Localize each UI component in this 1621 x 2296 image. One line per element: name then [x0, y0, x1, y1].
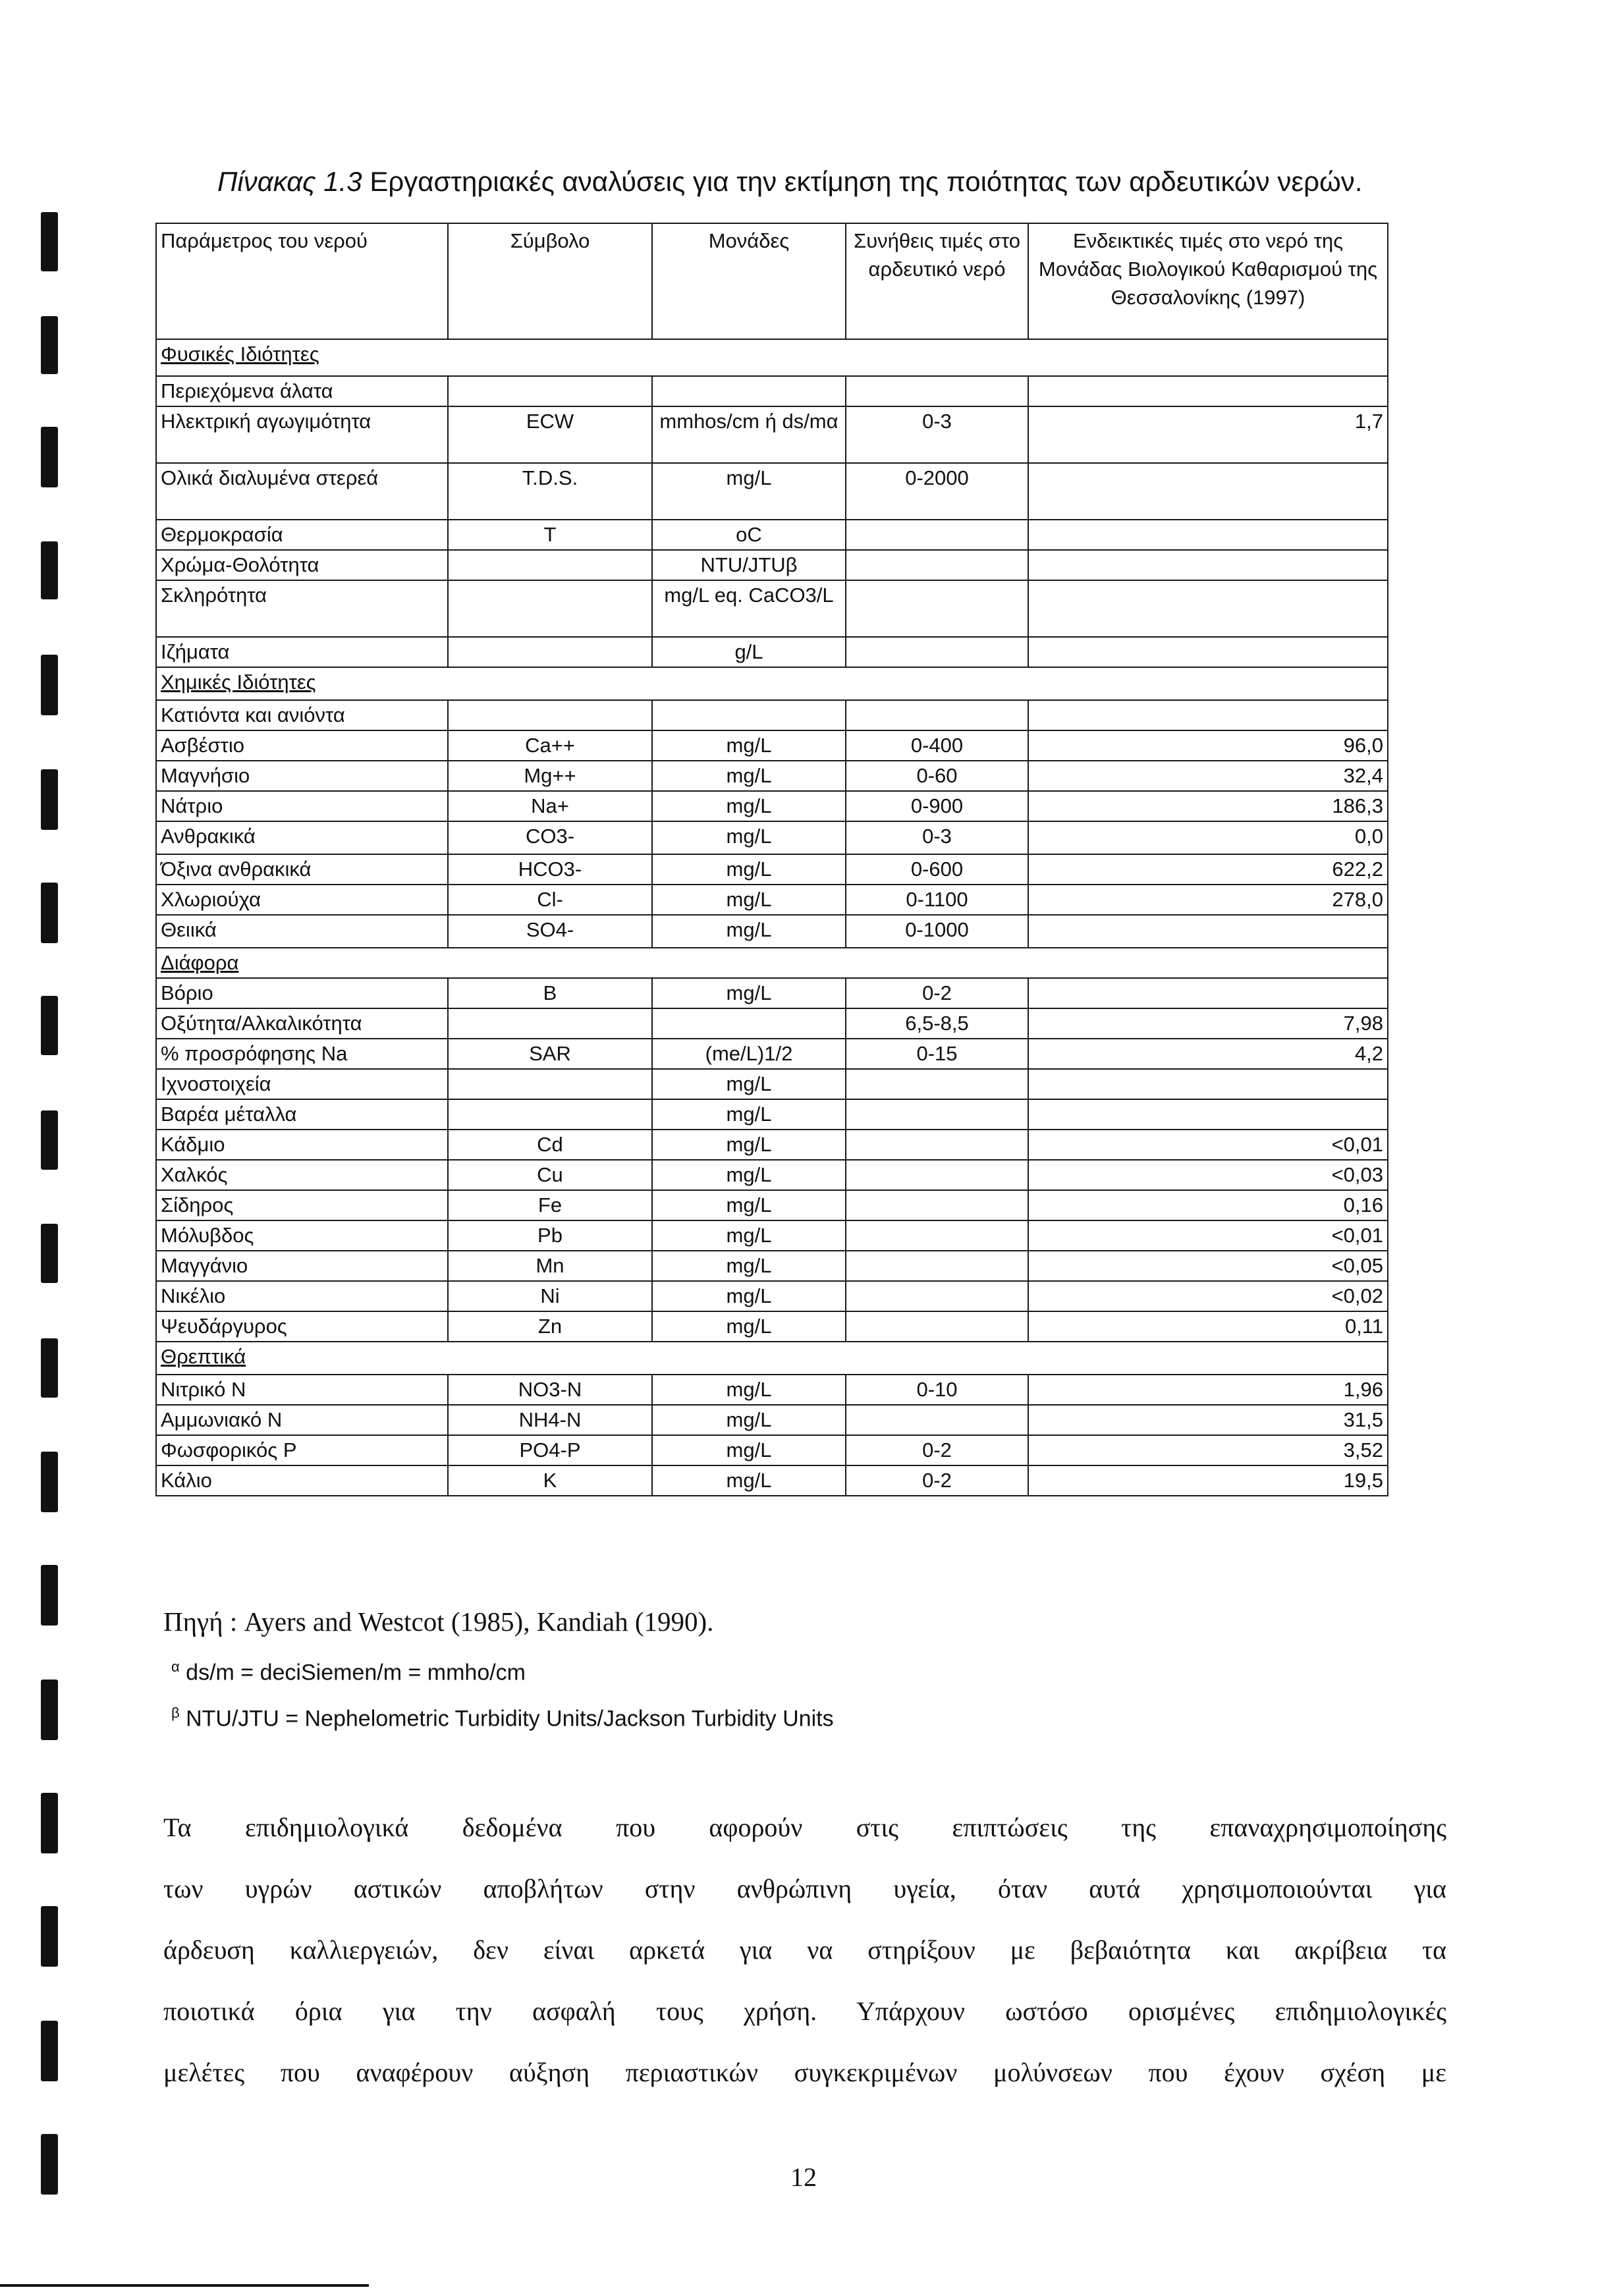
table-row: [156, 915, 1388, 948]
table-row: [156, 821, 1388, 854]
cell-param: Βόριο: [156, 978, 448, 1008]
cell-units: mg/L: [652, 1281, 846, 1311]
table-row: [156, 700, 1388, 730]
paragraph-line: Τα επιδημιολογικά δεδομένα που αφορούν στις επιπτώσεις της επαναχρησιμοποίησης: [163, 1813, 1446, 1842]
cell-symbol: T: [448, 520, 652, 550]
binding-mark: [41, 1338, 58, 1398]
table-row: [156, 463, 1388, 520]
cell-units: mg/L: [652, 791, 846, 821]
cell-units: mg/L: [652, 821, 846, 854]
cell-symbol: [448, 580, 652, 637]
cell-param: Αμμωνιακό N: [156, 1405, 448, 1435]
cell-param: Νάτριο: [156, 791, 448, 821]
cell-symbol: Fe: [448, 1190, 652, 1220]
cell-param: Χλωριούχα: [156, 885, 448, 915]
cell-symbol: K: [448, 1465, 652, 1496]
table-row: [156, 1160, 1388, 1190]
cell-param: Θερμοκρασία: [156, 520, 448, 550]
cell-param: Ανθρακικά: [156, 821, 448, 854]
cell-param: Βαρέα μέταλλα: [156, 1099, 448, 1130]
binding-mark: [41, 2134, 58, 2195]
cell-usual: [846, 520, 1028, 550]
cell-usual: 0-900: [846, 791, 1028, 821]
cell-param: Ιζήματα: [156, 637, 448, 667]
cell-symbol: T.D.S.: [448, 463, 652, 520]
binding-mark: [41, 541, 58, 599]
cell-usual: [846, 1281, 1028, 1311]
cell-units: mg/L: [652, 1130, 846, 1160]
cell-indicative: 1,7: [1028, 406, 1388, 463]
table-row: [156, 1251, 1388, 1281]
cell-indicative: 3,52: [1028, 1435, 1388, 1465]
table-row: [156, 1281, 1388, 1311]
table-row: [156, 580, 1388, 637]
cell-usual: 0-3: [846, 821, 1028, 854]
binding-mark: [41, 2021, 58, 2081]
cell-units: NTU/JTUβ: [652, 550, 846, 580]
cell-indicative: 622,2: [1028, 854, 1388, 885]
footnote-beta: [171, 1705, 834, 1732]
table-row: [156, 885, 1388, 915]
table-row: [156, 1311, 1388, 1342]
cell-usual: [846, 580, 1028, 637]
cell-param: Όξινα ανθρακικά: [156, 854, 448, 885]
cell-units: mg/L: [652, 1311, 846, 1342]
cell-usual: [846, 376, 1028, 406]
binding-mark: [41, 212, 58, 271]
cell-units: mg/L eq. CaCO3/L: [652, 580, 846, 637]
cell-indicative: 1,96: [1028, 1375, 1388, 1405]
cell-units: mg/L: [652, 1405, 846, 1435]
table-row: [156, 1039, 1388, 1069]
cell-indicative: [1028, 550, 1388, 580]
cell-indicative: [1028, 463, 1388, 520]
paragraph-line: μελέτες που αναφέρουν αύξηση περιαστικών συγκεκριμένων μολύνσεων που έχουν σχέση με: [163, 2058, 1446, 2087]
cell-usual: [846, 1251, 1028, 1281]
cell-indicative: <0,01: [1028, 1130, 1388, 1160]
cell-units: [652, 376, 846, 406]
cell-symbol: [448, 637, 652, 667]
cell-units: mg/L: [652, 885, 846, 915]
cell-param: Ολικά διαλυμένα στερεά: [156, 463, 448, 520]
cell-indicative: 31,5: [1028, 1405, 1388, 1435]
cell-symbol: [448, 700, 652, 730]
header-units: Μονάδες: [652, 223, 846, 339]
cell-indicative: 0,0: [1028, 821, 1388, 854]
cell-param: Σίδηρος: [156, 1190, 448, 1220]
water-quality-table: [155, 223, 1388, 1496]
cell-symbol: [448, 1099, 652, 1130]
cell-indicative: <0,03: [1028, 1160, 1388, 1190]
table-row: [156, 406, 1388, 463]
paragraph-line: των υγρών αστικών αποβλήτων στην ανθρώπινη υγεία, όταν αυτά χρησιμοποιούνται για: [163, 1874, 1446, 1903]
cell-param: Ιχνοστοιχεία: [156, 1069, 448, 1099]
table-body: [156, 223, 1388, 1496]
cell-usual: [846, 1099, 1028, 1130]
cell-param: Χαλκός: [156, 1160, 448, 1190]
cell-usual: [846, 1069, 1028, 1099]
section-row: [156, 339, 1388, 376]
table-row: [156, 1130, 1388, 1160]
cell-indicative: [1028, 376, 1388, 406]
table-caption: [217, 166, 1601, 198]
table-row: [156, 1435, 1388, 1465]
binding-mark: [41, 1680, 58, 1740]
cell-indicative: [1028, 637, 1388, 667]
cell-param: Νικέλιο: [156, 1281, 448, 1311]
table-row: [156, 1375, 1388, 1405]
cell-symbol: Cd: [448, 1130, 652, 1160]
cell-indicative: [1028, 978, 1388, 1008]
binding-mark: [41, 1110, 58, 1170]
cell-units: mmhos/cm ή ds/mα: [652, 406, 846, 463]
cell-units: mg/L: [652, 1160, 846, 1190]
cell-param: Μαγνήσιο: [156, 761, 448, 791]
cell-indicative: 32,4: [1028, 761, 1388, 791]
cell-units: [652, 1008, 846, 1039]
cell-indicative: 4,2: [1028, 1039, 1388, 1069]
cell-symbol: B: [448, 978, 652, 1008]
cell-usual: [846, 550, 1028, 580]
section-heading: Διάφορα: [156, 948, 1388, 978]
cell-symbol: CO3-: [448, 821, 652, 854]
cell-units: mg/L: [652, 915, 846, 948]
cell-units: mg/L: [652, 854, 846, 885]
header-symbol: Σύμβολο: [448, 223, 652, 339]
cell-units: mg/L: [652, 730, 846, 761]
cell-units: mg/L: [652, 1465, 846, 1496]
cell-units: mg/L: [652, 1251, 846, 1281]
caption-label: Πίνακας 1.3: [217, 166, 362, 197]
cell-symbol: Cl-: [448, 885, 652, 915]
cell-param: % προσρόφησης Na: [156, 1039, 448, 1069]
binding-mark: [41, 769, 58, 830]
table-row: [156, 1190, 1388, 1220]
cell-usual: 6,5-8,5: [846, 1008, 1028, 1039]
cell-symbol: Pb: [448, 1220, 652, 1251]
table-row: [156, 791, 1388, 821]
table-row: [156, 637, 1388, 667]
table-row: [156, 1465, 1388, 1496]
table-row: [156, 730, 1388, 761]
section-row: [156, 1342, 1388, 1375]
cell-symbol: SO4-: [448, 915, 652, 948]
cell-usual: 0-1100: [846, 885, 1028, 915]
cell-indicative: <0,05: [1028, 1251, 1388, 1281]
cell-usual: 0-15: [846, 1039, 1028, 1069]
cell-units: mg/L: [652, 761, 846, 791]
cell-units: mg/L: [652, 1099, 846, 1130]
cell-indicative: 19,5: [1028, 1465, 1388, 1496]
cell-usual: [846, 1160, 1028, 1190]
section-row: [156, 948, 1388, 978]
cell-symbol: Mg++: [448, 761, 652, 791]
bottom-rule: [0, 2284, 369, 2287]
binding-mark: [41, 883, 58, 943]
cell-param: Κατιόντα και ανιόντα: [156, 700, 448, 730]
cell-indicative: [1028, 1069, 1388, 1099]
cell-symbol: [448, 550, 652, 580]
cell-units: mg/L: [652, 1190, 846, 1220]
cell-symbol: Mn: [448, 1251, 652, 1281]
cell-symbol: Ca++: [448, 730, 652, 761]
cell-units: mg/L: [652, 1220, 846, 1251]
cell-symbol: NO3-N: [448, 1375, 652, 1405]
footnote-mark: β: [171, 1705, 180, 1721]
cell-units: g/L: [652, 637, 846, 667]
cell-indicative: 278,0: [1028, 885, 1388, 915]
cell-usual: 0-60: [846, 761, 1028, 791]
cell-usual: 0-2: [846, 1435, 1028, 1465]
table-row: [156, 550, 1388, 580]
caption-text: Εργαστηριακές αναλύσεις για την εκτίμηση της ποιότητας των αρδευτικών νερών.: [370, 166, 1363, 197]
page-number: 12: [790, 2162, 817, 2192]
footnote-mark: α: [171, 1658, 180, 1675]
cell-usual: 0-10: [846, 1375, 1028, 1405]
cell-usual: 0-2000: [846, 463, 1028, 520]
header-usual-values: Συνήθεις τιμές στο αρδευτικό νερό: [846, 223, 1028, 339]
cell-symbol: Ni: [448, 1281, 652, 1311]
cell-symbol: Zn: [448, 1311, 652, 1342]
cell-param: Χρώμα-Θολότητα: [156, 550, 448, 580]
cell-units: (me/L)1/2: [652, 1039, 846, 1069]
table-row: [156, 1008, 1388, 1039]
cell-symbol: NH4-N: [448, 1405, 652, 1435]
binding-mark: [41, 316, 58, 374]
cell-usual: 0-400: [846, 730, 1028, 761]
cell-units: mg/L: [652, 1069, 846, 1099]
cell-indicative: [1028, 700, 1388, 730]
cell-indicative: 7,98: [1028, 1008, 1388, 1039]
header-parameter: Παράμετρος του νερού: [156, 223, 448, 339]
cell-indicative: <0,01: [1028, 1220, 1388, 1251]
cell-param: Οξύτητα/Αλκαλικότητα: [156, 1008, 448, 1039]
cell-symbol: Cu: [448, 1160, 652, 1190]
table-header-row: [156, 223, 1388, 339]
cell-symbol: HCO3-: [448, 854, 652, 885]
footnote-text: NTU/JTU = Nephelometric Turbidity Units/Jackson Turbidity Units: [186, 1706, 834, 1732]
section-heading: Χημικές Ιδιότητες: [156, 667, 1388, 700]
binding-mark: [41, 427, 58, 487]
cell-units: mg/L: [652, 1375, 846, 1405]
cell-units: mg/L: [652, 1435, 846, 1465]
cell-param: Φωσφορικός P: [156, 1435, 448, 1465]
cell-symbol: ECW: [448, 406, 652, 463]
cell-units: oC: [652, 520, 846, 550]
paragraph-line: άρδευση καλλιεργειών, δεν είναι αρκετά για να στηρίξουν με βεβαιότητα και ακρίβεια τα: [163, 1935, 1446, 1965]
cell-usual: [846, 1311, 1028, 1342]
cell-indicative: 0,11: [1028, 1311, 1388, 1342]
cell-param: Κάδμιο: [156, 1130, 448, 1160]
section-heading: Φυσικές Ιδιότητες: [156, 339, 1388, 376]
cell-param: Ασβέστιο: [156, 730, 448, 761]
cell-param: Μόλυβδος: [156, 1220, 448, 1251]
cell-indicative: [1028, 1099, 1388, 1130]
cell-symbol: [448, 376, 652, 406]
cell-param: Ηλεκτρική αγωγιμότητα: [156, 406, 448, 463]
cell-symbol: [448, 1069, 652, 1099]
cell-usual: 0-600: [846, 854, 1028, 885]
binding-mark: [41, 1906, 58, 1967]
table-row: [156, 854, 1388, 885]
footnote-text: ds/m = deciSiemen/m = mmho/cm: [186, 1660, 526, 1685]
source-note: Πηγή : Ayers and Westcot (1985), Kandiah (1990).: [163, 1606, 714, 1637]
cell-usual: 0-3: [846, 406, 1028, 463]
footnote-alpha: [171, 1658, 526, 1685]
cell-usual: [846, 700, 1028, 730]
cell-usual: [846, 1190, 1028, 1220]
cell-indicative: <0,02: [1028, 1281, 1388, 1311]
cell-param: Σκληρότητα: [156, 580, 448, 637]
cell-units: mg/L: [652, 978, 846, 1008]
cell-indicative: 0,16: [1028, 1190, 1388, 1220]
table-row: [156, 1099, 1388, 1130]
table-row: [156, 761, 1388, 791]
table-row: [156, 1405, 1388, 1435]
binding-mark: [41, 1224, 58, 1283]
body-paragraph: [163, 1797, 1446, 2103]
section-row: [156, 667, 1388, 700]
cell-symbol: SAR: [448, 1039, 652, 1069]
binding-mark: [41, 655, 58, 715]
binding-mark: [41, 1565, 58, 1626]
cell-units: [652, 700, 846, 730]
table-row: [156, 1220, 1388, 1251]
cell-symbol: PO4-P: [448, 1435, 652, 1465]
cell-usual: 0-1000: [846, 915, 1028, 948]
cell-usual: [846, 1405, 1028, 1435]
cell-usual: [846, 637, 1028, 667]
cell-param: Νιτρικό N: [156, 1375, 448, 1405]
cell-param: Θειικά: [156, 915, 448, 948]
table-row: [156, 978, 1388, 1008]
cell-usual: [846, 1130, 1028, 1160]
cell-param: Ψευδάργυρος: [156, 1311, 448, 1342]
cell-usual: 0-2: [846, 1465, 1028, 1496]
cell-param: Κάλιο: [156, 1465, 448, 1496]
cell-symbol: [448, 1008, 652, 1039]
binding-mark: [41, 1793, 58, 1853]
binding-mark: [41, 1452, 58, 1512]
cell-usual: [846, 1220, 1028, 1251]
cell-indicative: 186,3: [1028, 791, 1388, 821]
section-heading: Θρεπτικά: [156, 1342, 1388, 1375]
paragraph-line: ποιοτικά όρια για την ασφαλή τους χρήση. Υπάρχουν ωστόσο ορισμένες επιδημιολογικές: [163, 1996, 1446, 2026]
table-row: [156, 1069, 1388, 1099]
cell-indicative: [1028, 520, 1388, 550]
cell-param: Μαγγάνιο: [156, 1251, 448, 1281]
cell-usual: 0-2: [846, 978, 1028, 1008]
header-indicative-values: Ενδεικτικές τιμές στο νερό της Μονάδας Βιολογικού Καθαρισμού της Θεσσαλονίκης (1997): [1028, 223, 1388, 339]
cell-indicative: 96,0: [1028, 730, 1388, 761]
binding-mark: [41, 996, 58, 1055]
cell-symbol: Na+: [448, 791, 652, 821]
cell-indicative: [1028, 915, 1388, 948]
table-row: [156, 520, 1388, 550]
cell-indicative: [1028, 580, 1388, 637]
cell-units: mg/L: [652, 463, 846, 520]
cell-param: Περιεχόμενα άλατα: [156, 376, 448, 406]
table-row: [156, 376, 1388, 406]
